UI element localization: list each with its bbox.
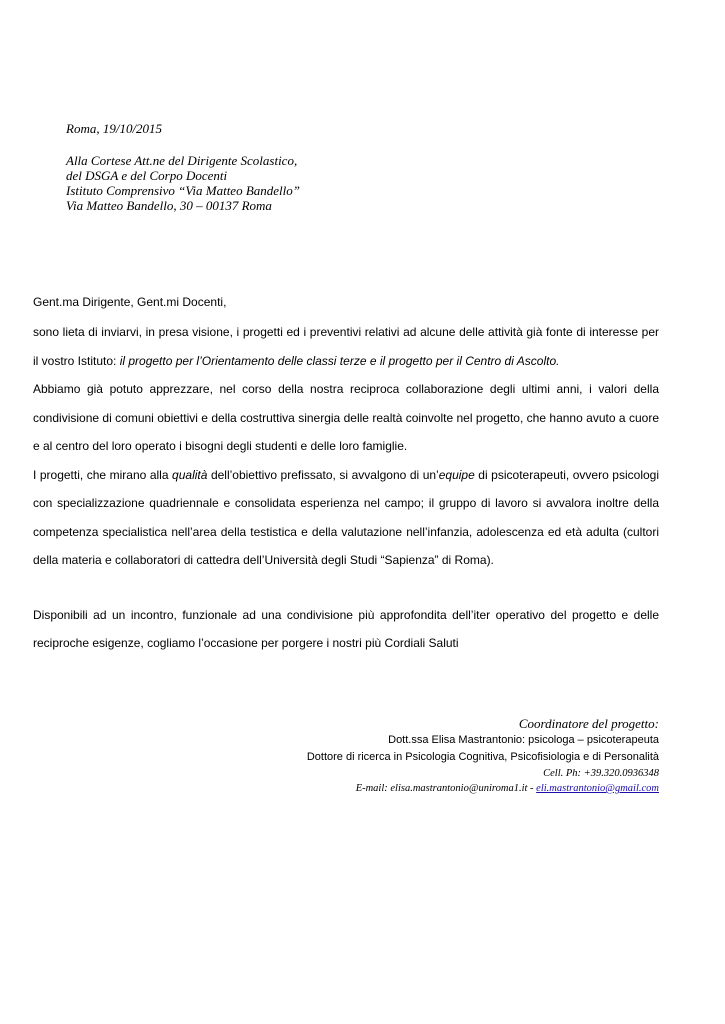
addressee-line: Alla Cortese Att.ne del Dirigente Scolastico, [66,153,298,168]
salutation: Gent.ma Dirigente, Gent.mi Docenti, [33,295,227,309]
addressee-line: Via Matteo Bandello, 30 – 00137 Roma [66,198,272,213]
signature-role: Coordinatore del progetto: [518,716,659,731]
signature-email: E-mail: elisa.mastrantonio@uniroma1.it - eli.mastrantonio@gmail.com [355,783,659,794]
paragraph-intro: sono lieta di inviarvi, in presa visione, i progetti ed i preventivi relativi ad alcune delle attività già fonte di interesse per il vostro Istituto: il progetto per l’Orientamento delle classi terze e il progetto per il Centro di Ascolto. [33,325,659,368]
paragraph-collaboration: Abbiamo già potuto apprezzare, nel corso della nostra reciproca collaborazione degli ultimi anni, i valori della condivisione di comuni obiettivi e della costruttiva sinergia delle realtà coinvolte nel progetto, che hanno avuto a cuore e al centro del loro operato i bisogni degli studenti e delle loro famiglie. [33,382,659,453]
letter-body [33,318,659,658]
signature-title: Dottore di ricerca in Psicologia Cognitiva, Psicofisiologia e di Personalità [306,751,659,763]
signature-block [307,715,659,796]
paragraph-closing: Disponibili ad un incontro, funzionale ad una condivisione più approfondita dell’iter operativo del progetto e delle reciproche esigenze, cogliamo l’occasione per porgere i nostri più Cordiali Saluti [33,607,659,650]
addressee-line: Istituto Comprensivo “Via Matteo Bandello” [66,183,300,198]
email-link[interactable]: eli.mastrantonio@gmail.com [536,783,659,794]
paragraph-projects: I progetti, che mirano alla qualità dell’obiettivo prefissato, si avvalgono di un’equipe di psicoterapeuti, ovvero psicologi con specializzazione quadriennale e consolidata esperienza nel campo; il gruppo di lavoro si avvalora inoltre della competenza specialistica nell’area della testistica e della valutazione nell’infanzia, adolescenza ed età adulta (cultori della materia e collaboratori di cattedra dell’Università degli Studi “Sapienza” di Roma). [33,467,659,567]
signature-name: Dott.ssa Elisa Mastrantonio: psicologa – psicoterapeuta [388,734,659,746]
letter-date: Roma, 19/10/2015 [66,121,163,136]
projects-italic: il progetto per l’Orientamento delle classi terze e il progetto per il Centro di Ascolto. [119,353,560,368]
signature-phone: Cell. Ph: +39.320.0936348 [543,768,659,779]
addressee-line: del DSGA e del Corpo Docenti [66,168,228,183]
letter-header [66,121,300,213]
